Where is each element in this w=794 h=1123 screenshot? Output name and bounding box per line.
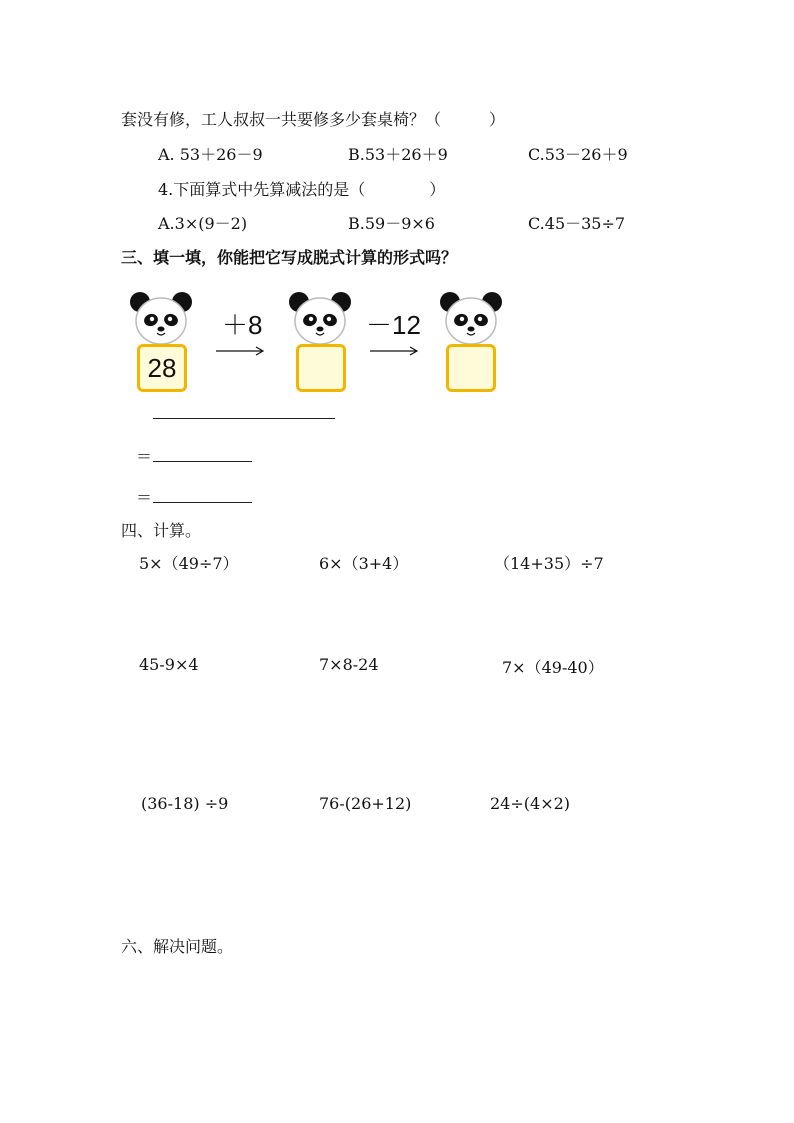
equals-sign: ＝ [136, 447, 153, 466]
calc-problem: 24÷(4×2) [490, 794, 571, 813]
operation-add-label: ＋8 [222, 310, 263, 340]
calc-problem: 5×（49÷7） [139, 554, 239, 573]
section-4-title: 四、计算。 [121, 521, 202, 540]
final-answer-box[interactable] [446, 344, 496, 392]
answer-line-2[interactable] [153, 461, 252, 462]
q4-question-text: 4.下面算式中先算减法的是（ ） [158, 180, 446, 199]
answer-line-3[interactable] [153, 502, 252, 503]
answer-line-1[interactable] [153, 418, 335, 419]
q3-question-text: 套没有修，工人叔叔一共要修多少套桌椅？（ ） [121, 110, 506, 129]
middle-answer-box[interactable] [296, 344, 346, 392]
q4-option-a: A.3×(9－2) [158, 214, 248, 233]
panda-icon [130, 290, 192, 346]
arrow-right-icon [216, 346, 264, 356]
calc-problem: （14+35）÷7 [494, 554, 604, 573]
start-value-box [137, 344, 187, 392]
arrow-right-icon [370, 346, 418, 356]
q3-option-c: C.53－26＋9 [528, 145, 628, 164]
q3-option-a: A. 53＋26－9 [158, 145, 263, 164]
equals-sign: ＝ [136, 488, 153, 507]
q4-option-b: B.59－9×6 [348, 214, 435, 233]
calc-problem: 45-9×4 [139, 655, 199, 674]
panda-icon [440, 290, 502, 346]
calc-problem: 76-(26+12) [319, 794, 412, 813]
calc-problem: (36-18) ÷9 [141, 794, 229, 813]
operation-subtract-label: －12 [366, 310, 421, 340]
calc-problem: 6×（3+4） [319, 554, 409, 573]
q4-option-c: C.45－35÷7 [528, 214, 626, 233]
calc-problem: 7×8-24 [319, 655, 379, 674]
panda-icon [289, 290, 351, 346]
start-value: 28 [147, 353, 177, 383]
q3-option-b: B.53＋26＋9 [348, 145, 448, 164]
section-3-title: 三、填一填，你能把它写成脱式计算的形式吗？ [121, 248, 458, 267]
calc-problem: 7×（49-40） [502, 658, 604, 677]
section-6-title: 六、解决问题。 [121, 937, 234, 956]
